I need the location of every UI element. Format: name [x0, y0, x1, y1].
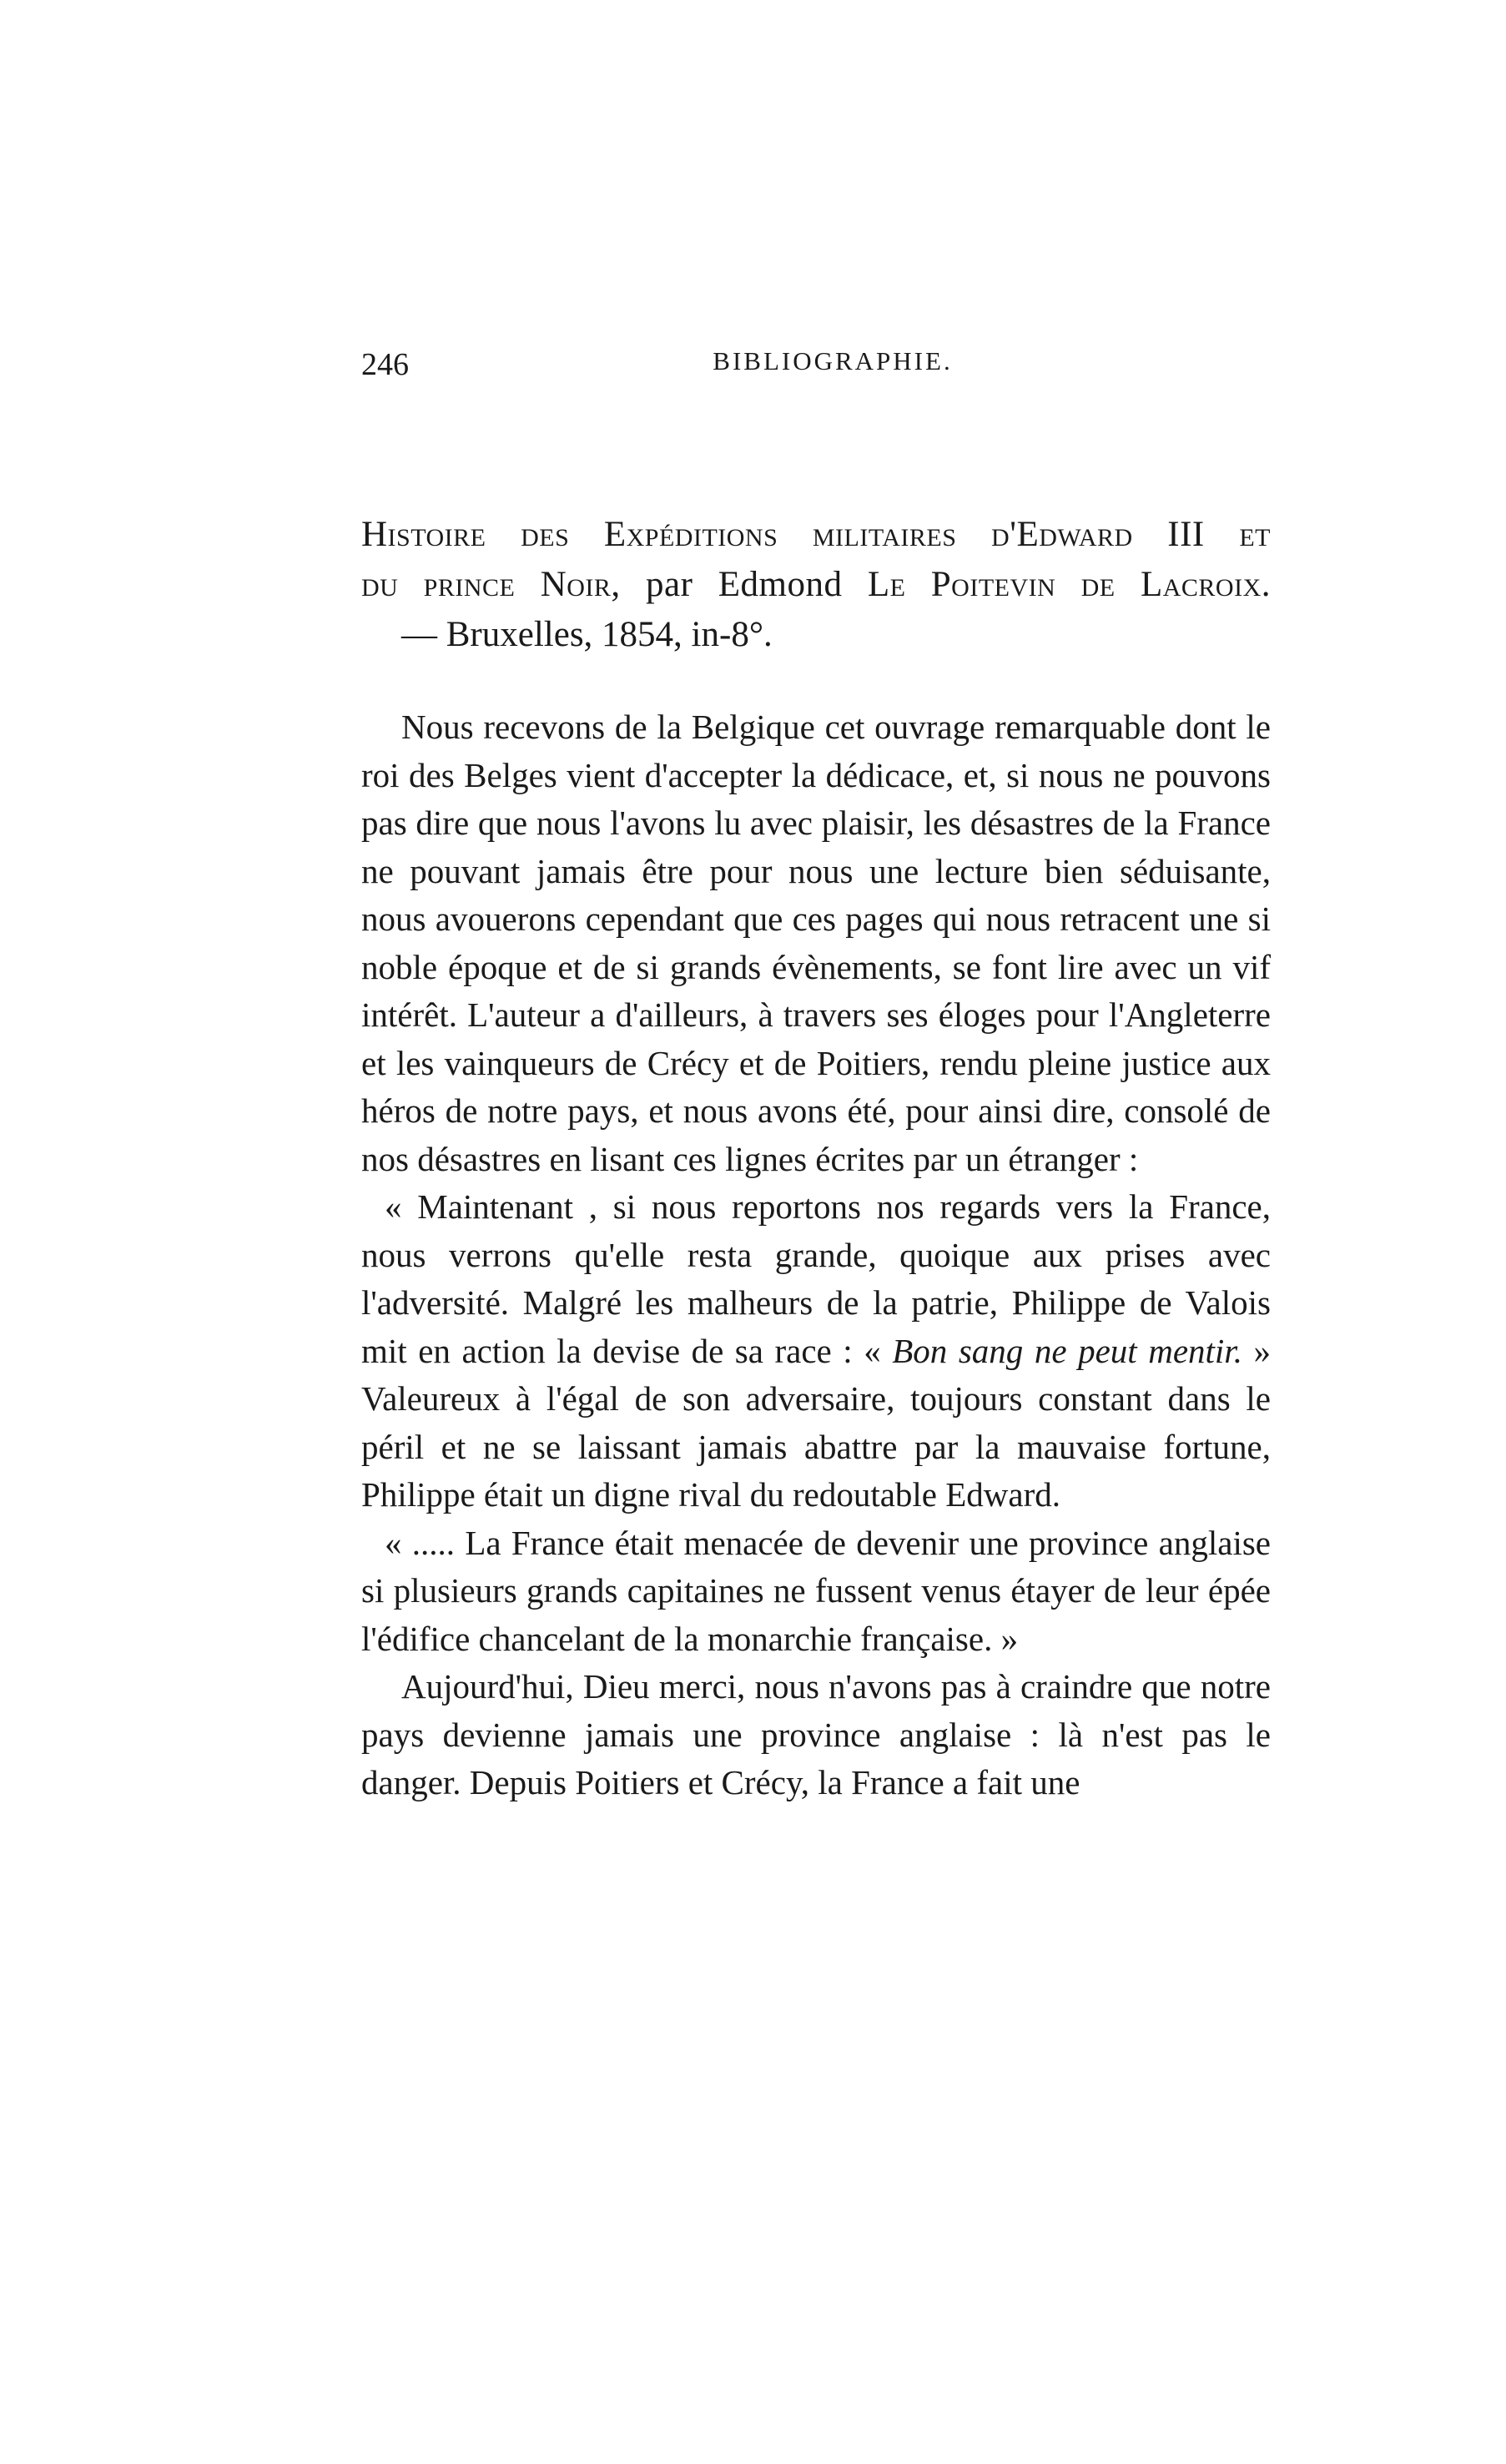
page-header: [361, 346, 1271, 396]
body-text: [361, 703, 1271, 1807]
entry-title-par: , par Edmond: [611, 565, 868, 604]
paragraph-1: Nous recevons de la Belgique cet ouvrage remarquable dont le roi des Belges vient d'accepter la dédicace, et, si nous ne pouvons pas dire que nous l'avons lu avec plaisir, les désastres de la France ne pouvant jamais être pour nous une lecture bien séduisante, nous avouerons cependant que ces pages qui nous retracent une si noble époque et de si grands évènements, se font lire avec un vif intérêt. L'auteur a d'ailleurs, à travers ses éloges pour l'Angleterre et les vainqueurs de Crécy et de Poitiers, rendu pleine justice aux héros de notre pays, et nous avons été, pour ainsi dire, consolé de nos désastres en lisant ces lignes écrites par un étranger :: [361, 708, 1271, 1178]
quote-2: « ..... La France était menacée de devenir une province anglaise si plusieurs grands capitaines ne fussent venus étayer de leur épée l'édifice chancelant de la monarchie française. »: [361, 1523, 1271, 1658]
quote-1-end: » Valeureux à l'égal de son adversaire, toujours constant dans le péril et ne se laissant jamais abattre par la mauvaise fortune, Philippe était un digne rival du redoutable Edward.: [361, 1331, 1272, 1514]
running-head: BIBLIOGRAPHIE.: [713, 346, 953, 375]
quote-1: [361, 1183, 1271, 1519]
quote-1-start: « Maintenant , si nous reportons nos regards vers la France, nous verrons qu'elle resta grande, quoique aux prises avec l'adversité. Malgré les malheurs de la patrie, Philippe de Valois mit en action la devise de sa race : «: [361, 1187, 1271, 1370]
quote-1-motto: Bon sang ne peut mentir.: [892, 1331, 1242, 1370]
entry-title-line-2: [361, 560, 1271, 610]
bibliography-entry-title: [361, 510, 1271, 610]
entry-title-subject: du prince Noir: [361, 565, 612, 604]
entry-title-line-1: Histoire des Expéditions militaires d'Edward III et: [361, 515, 1271, 554]
entry-author: Le Poitevin de Lacroix.: [867, 565, 1271, 604]
entry-publication: — Bruxelles, 1854, in-8°.: [401, 615, 773, 654]
book-page: [361, 346, 1271, 1807]
paragraph-2: Aujourd'hui, Dieu merci, nous n'avons pas à craindre que notre pays devienne jamais une province anglaise : là n'est pas le danger. Depuis Poitiers et Crécy, la France a fait une: [361, 1667, 1271, 1801]
page-number: 246: [361, 347, 409, 382]
